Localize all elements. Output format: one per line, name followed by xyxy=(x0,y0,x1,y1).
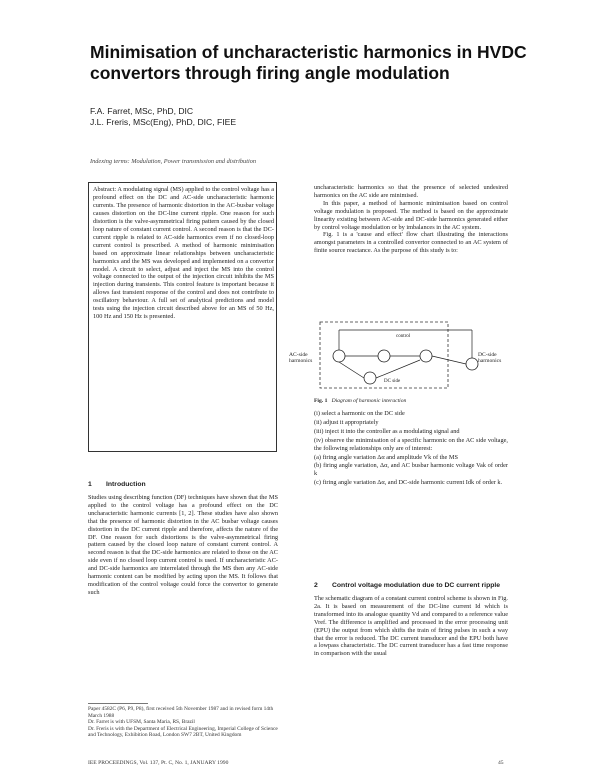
figure-label-control: control xyxy=(396,334,411,339)
section-1-title: Introduction xyxy=(106,481,146,488)
figure-label-ac-side: AC-side harmonics xyxy=(289,352,313,364)
figure-link-6 xyxy=(376,360,420,378)
footnotes xyxy=(88,703,278,739)
section-2-title: Control voltage modulation due to DC current ripple xyxy=(332,582,501,589)
list-item: (iv) observe the minimisation of a specific harmonic on the AC side voltage, the following relationships only are of interest: xyxy=(314,436,508,452)
intro-paragraph-3: Fig. 1 is a 'cause and effect' flow chart illustrating the interactions amongst parameters in a controlled convertor connected to an AC system of finite source reactance. As the purpose of this study is to: xyxy=(314,231,508,255)
footnote-freris: Dr. Freris is with the Department of Electrical Engineering, Imperial College of Science and Technology, Exhibition Road, London SW7 2BT, United Kingdom xyxy=(88,725,278,739)
paper-title: Minimisation of uncharacteristic harmonics in HVDC convertors through firing angle modulation xyxy=(90,42,527,83)
footnote-farret: Dr. Farret is with UFSM, Santa Maria, RS, Brazil xyxy=(88,719,195,726)
figure-1-caption-text: Diagram of harmonic interaction xyxy=(331,398,407,404)
abstract-text: Abstract: A modulating signal (MS) applied to the control voltage has a profound effect on the DC and AC-side uncharacteristic harmonic currents. The presence of harmonic distortion in the AC-busbar voltage causes distortion on the DC-line current ripple. One reason for such distortion is the valve-asymmetrical firing pattern caused by the closed loop nature of constant current control. A second reason is that the DC-current ripple is related to AC-side harmonics even if no closed-loop current control is prescribed. A method of harmonic minimisation based on approximate linear relationships between uncharacteristic harmonics and the MS was developed and implemented on a convertor model. A circuit to select, adjust and inject the MS into the control voltage connected to the output of the injection circuit inhibits the MS injection during transients. This control feature is important because it allows fast transient response of the control and does not contribute to oscillatory behaviour. A full set of analytical predictions and model tests using the injection circuit described above for an MS of 50 Hz, 100 Hz and 150 Hz is presented. xyxy=(93,186,274,321)
section-1-heading xyxy=(88,481,278,489)
section-1-body: Studies using describing function (DF) techniques have shown that the MS applied to the control voltage has a profound effect on the DC uncharacteristic harmonic currents [1, 2]. These studies have also shown that the presence of harmonic distortion in the AC busbar voltage causes distortion in the DC current ripple and therefore, affects the nature of the DF. One reason for such distortions is the valve-asymmetrical firing pattern caused by the closed loop nature of constant current control. A second reason is that the DC-side harmonics are related to those on the AC side even if no closed loop current control is used. If uncharacteristic AC- and DC-side harmonics are interrelated through the MS then any AC-side harmonic content can be modified by acting upon the MS. It follows that modification of the control voltage could force the convertor to generate such xyxy=(88,494,278,596)
figure-node-4 xyxy=(364,372,376,384)
relationship-list xyxy=(314,410,508,488)
list-item: (c) firing angle variation Δα, and DC-side harmonic current Idk of order k. xyxy=(314,479,503,487)
figure-1-caption xyxy=(314,398,406,404)
author-2: J.L. Freris, MSc(Eng), PhD, DIC, FIEE xyxy=(90,117,237,127)
figure-node-2 xyxy=(378,350,390,362)
figure-label-dc-side: DC side xyxy=(384,379,401,384)
section-1 xyxy=(88,481,278,597)
figure-node-3 xyxy=(420,350,432,362)
indexing-terms: Indexing terms: Modulation, Power transmission and distribution xyxy=(90,158,256,165)
section-2-number: 2 xyxy=(314,582,318,589)
footnote-paper: Paper 4582C (P6, P9, P8), first received 5th November 1987 and in revised form 14th March 1988 xyxy=(88,706,274,719)
author-list xyxy=(90,106,236,128)
figure-node-5 xyxy=(466,358,478,370)
list-item: (i) select a harmonic on the DC side xyxy=(314,410,405,417)
list-item: (iii) inject it into the controller as a modulating signal and xyxy=(314,427,460,435)
page-number: 45 xyxy=(498,760,504,766)
figure-label-dc-harmonics: DC-side harmonics xyxy=(478,352,502,364)
list-item: (a) firing angle variation Δα and amplitude Vk of the MS xyxy=(314,453,458,461)
intro-paragraph-2: In this paper, a method of harmonic minimisation based on control voltage modulation is proposed. The method is based on the approximate linearity existing between AC-side and DC-side harmonics generated either by control voltage modulation or by imbalances in the AC system. xyxy=(314,199,508,231)
section-2 xyxy=(314,582,508,658)
right-intro xyxy=(314,184,508,255)
section-1-number: 1 xyxy=(88,481,92,488)
list-item: (b) firing angle variation, Δα, and AC busbar harmonic voltage Vak of order k xyxy=(314,462,508,478)
figure-node-1 xyxy=(333,350,345,362)
intro-paragraph-1: uncharacteristic harmonics so that the presence of selected undesired harmonics on the AC side are minimised. xyxy=(314,184,508,199)
section-2-body: The schematic diagram of a constant current control scheme is shown in Fig. 2a. It is based on measurement of the DC-line current Id which is transformed into its analogue quantity Vd and compared to a reference value Vref. The difference is amplified and processed in the error processing unit (EPU) the output from which shifts the train of firing pulses in such a way that the error is reduced. The DC current transducer and the EPU both have a lowpass characteristic. The DC current transducer has a fast time response in comparison with the usual xyxy=(314,595,508,658)
figure-link-7 xyxy=(432,356,466,364)
footnote-rule xyxy=(88,703,148,704)
section-2-heading xyxy=(314,582,508,590)
journal-footer: IEE PROCEEDINGS, Vol. 137, Pt. C, No. 1, JANUARY 1990 xyxy=(88,760,229,766)
list-item: (ii) adjust it appropriately xyxy=(314,418,379,426)
figure-link-5 xyxy=(339,362,364,378)
figure-1-caption-number: Fig. 1 xyxy=(314,398,328,404)
author-1: F.A. Farret, MSc, PhD, DIC xyxy=(90,106,194,116)
